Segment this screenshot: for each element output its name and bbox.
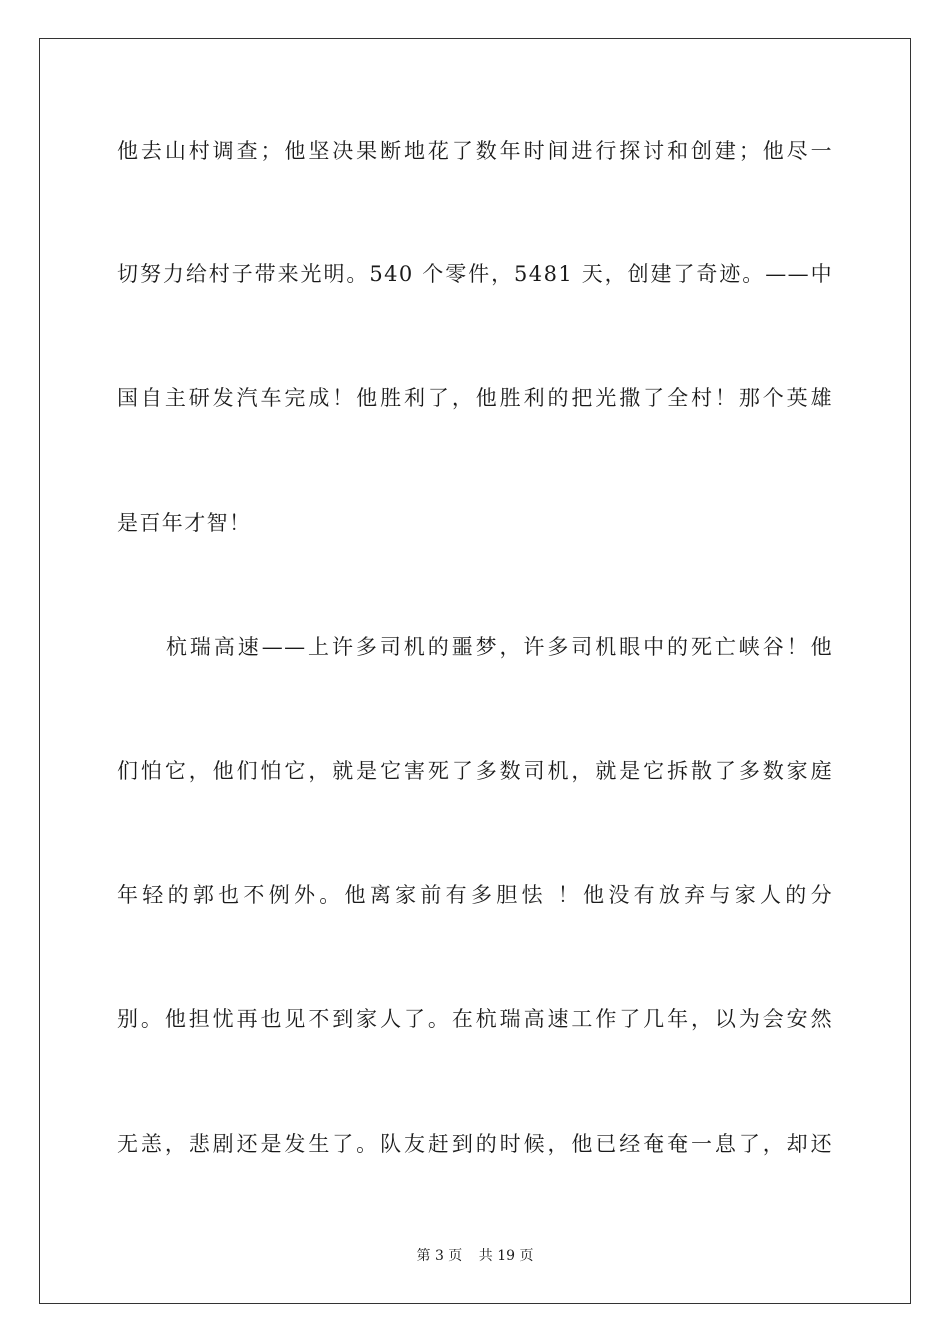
text-line-7: 年轻的郭也不例外。他离家前有多胆怯 ！他没有放弃与家人的分: [117, 883, 833, 907]
text-line-4: 是百年才智！: [117, 511, 252, 535]
text-line-5-paragraph-start: 杭瑞高速——上许多司机的噩梦，许多司机眼中的死亡峡谷！他: [166, 635, 833, 659]
page-total: 共 19 页: [478, 1248, 534, 1264]
text-line-8: 别。他担忧再也见不到家人了。在杭瑞高速工作了几年，以为会安然: [117, 1007, 833, 1031]
text-line-2: 切努力给村子带来光明。540 个零件，5481 天，创建了奇迹。——中: [117, 262, 833, 286]
text-line-1: 他去山村调查；他坚决果断地花了数年时间进行探讨和创建；他尽一: [117, 139, 833, 163]
text-line-9: 无恙，悲剧还是发生了。队友赶到的时候，他已经奄奄一息了，却还: [117, 1132, 833, 1156]
page-number: 第 3 页: [416, 1248, 463, 1264]
page-footer: [0, 1246, 950, 1266]
text-line-3: 国自主研发汽车完成！他胜利了，他胜利的把光撒了全村！那个英雄: [117, 386, 833, 410]
page-frame: [39, 38, 911, 1304]
text-line-6: 们怕它，他们怕它，就是它害死了多数司机，就是它拆散了多数家庭: [117, 759, 833, 783]
